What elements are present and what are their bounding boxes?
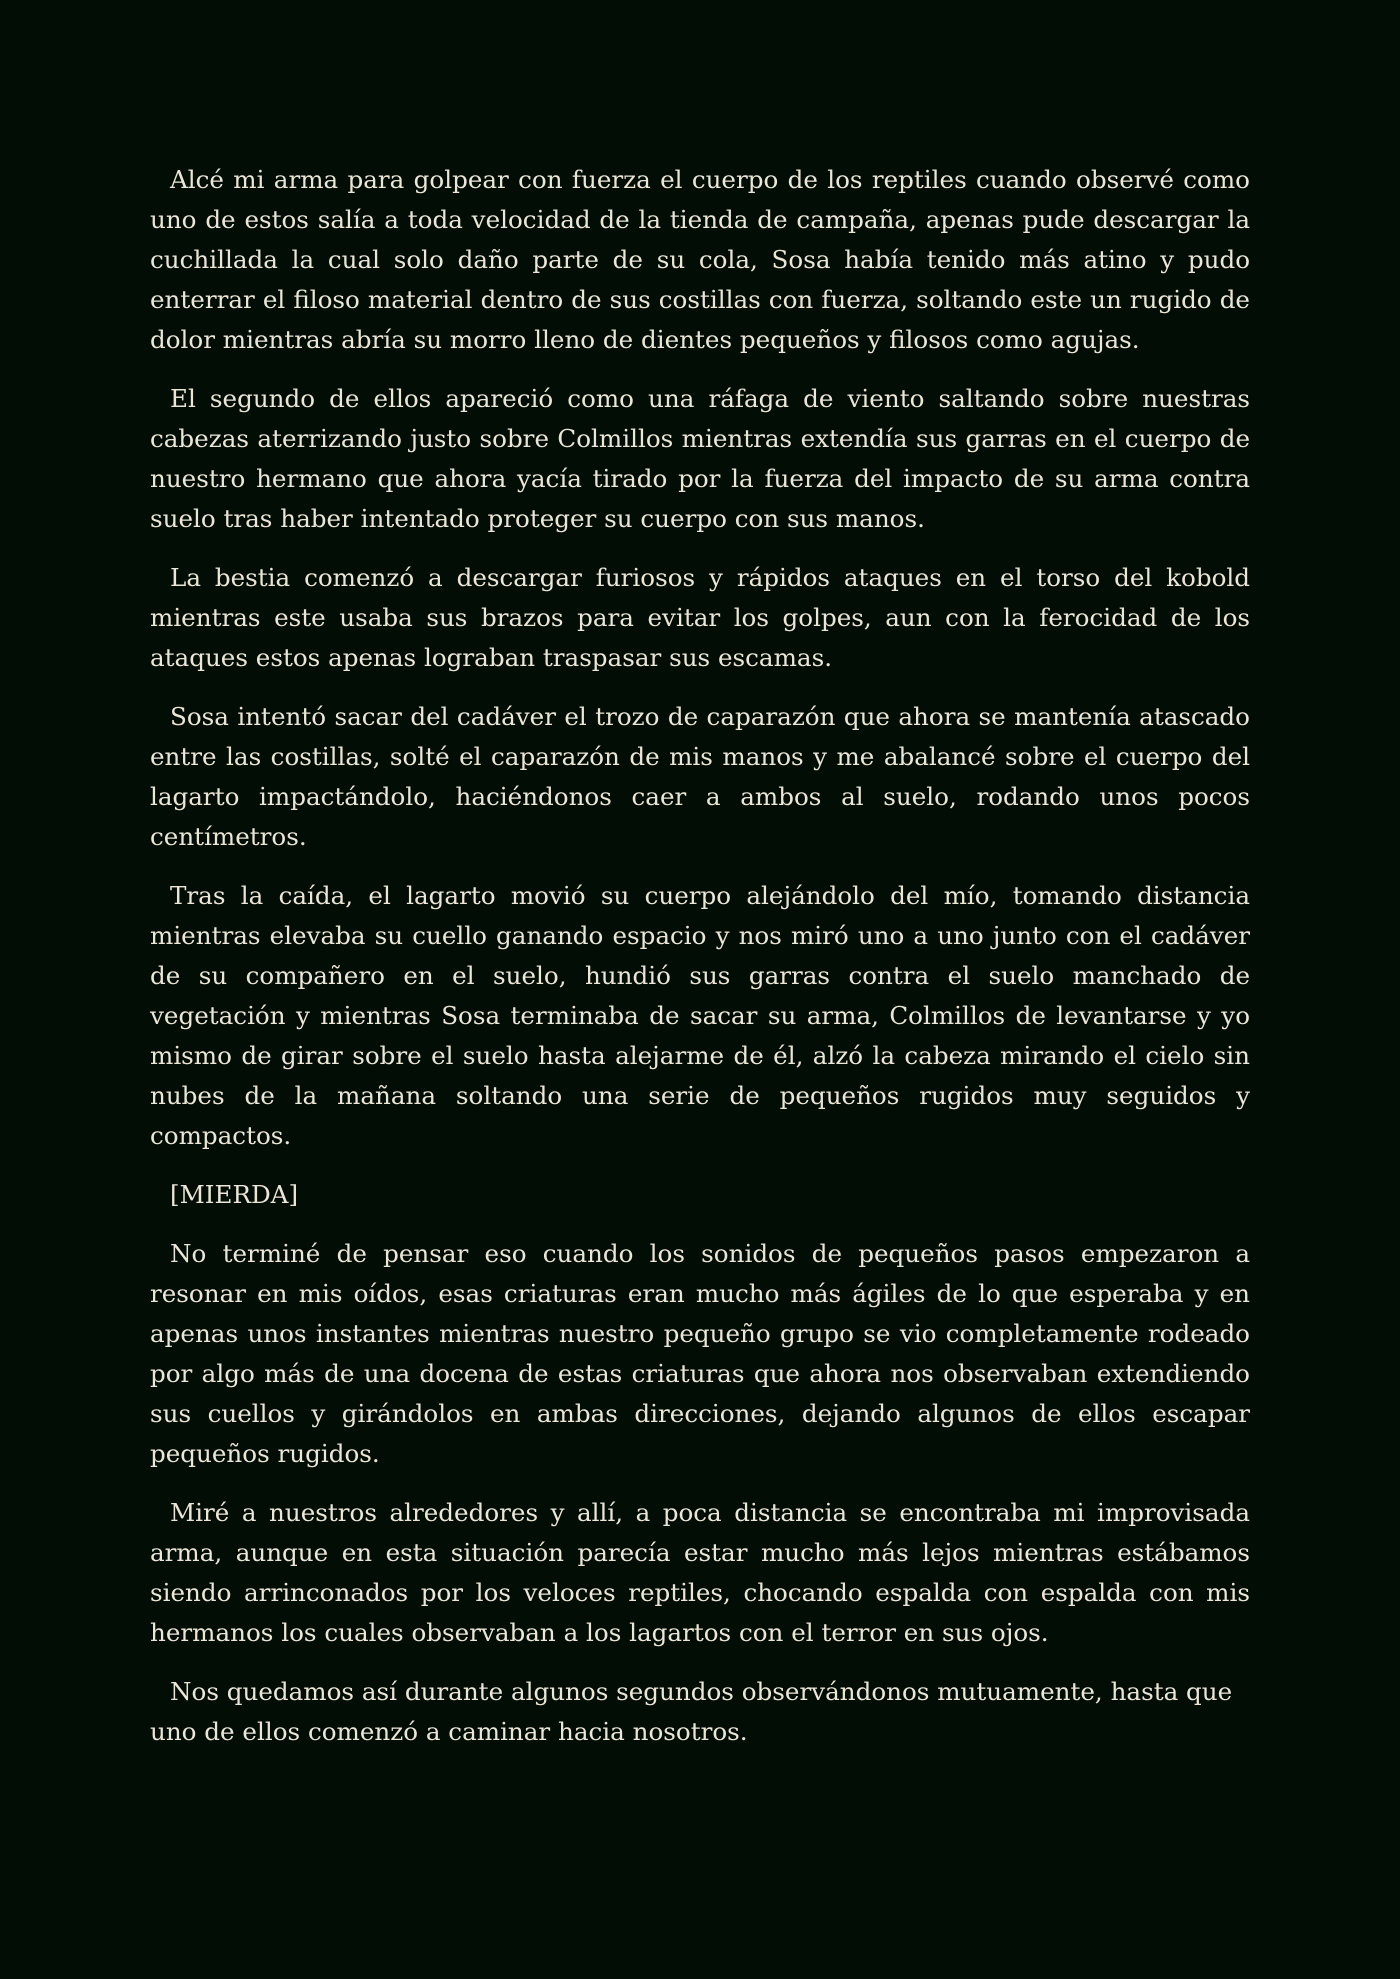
document-body — [150, 160, 1250, 1771]
paragraph: Tras la caída, el lagarto movió su cuerpo alejándolo del mío, tomando distancia mientras elevaba su cuello ganando espacio y nos miró uno a uno junto con el cadáver de su compañero en el suelo, hundió sus garras contra el suelo manchado de vegetación y mientras Sosa terminaba de sacar su arma, Colmillos de levantarse y yo mismo de girar sobre el suelo hasta alejarme de él, alzó la cabeza mirando el cielo sin nubes de la mañana soltando una serie de pequeños rugidos muy seguidos y compactos. — [150, 881, 1250, 1150]
paragraph-thought: [MIERDA] — [170, 1180, 299, 1209]
paragraph: No terminé de pensar eso cuando los sonidos de pequeños pasos empezaron a resonar en mis oídos, esas criaturas eran mucho más ágiles de lo que esperaba y en apenas unos instantes mientras nuestro pequeño grupo se vio completamente rodeado por algo más de una docena de estas criaturas que ahora nos observaban extendiendo sus cuellos y girándolos en ambas direcciones, dejando algunos de ellos escapar pequeños rugidos. — [150, 1239, 1250, 1468]
paragraph: Sosa intentó sacar del cadáver el trozo de caparazón que ahora se mantenía atascado entre las costillas, solté el caparazón de mis manos y me abalancé sobre el cuerpo del lagarto impactándolo, haciéndonos caer a ambos al suelo, rodando unos pocos centímetros. — [150, 702, 1250, 851]
paragraph: Alcé mi arma para golpear con fuerza el cuerpo de los reptiles cuando observé como uno de estos salía a toda velocidad de la tienda de campaña, apenas pude descargar la cuchillada la cual solo daño parte de su cola, Sosa había tenido más atino y pudo enterrar el filoso material dentro de sus costillas con fuerza, soltando este un rugido de dolor mientras abría su morro lleno de dientes pequeños y filosos como agujas. — [150, 165, 1250, 354]
paragraph: El segundo de ellos apareció como una ráfaga de viento saltando sobre nuestras cabezas aterrizando justo sobre Colmillos mientras extendía sus garras en el cuerpo de nuestro hermano que ahora yacía tirado por la fuerza del impacto de su arma contra suelo tras haber intentado proteger su cuerpo con sus manos. — [150, 384, 1250, 533]
paragraph: La bestia comenzó a descargar furiosos y rápidos ataques en el torso del kobold mientras este usaba sus brazos para evitar los golpes, aun con la ferocidad de los ataques estos apenas lograban traspasar sus escamas. — [150, 563, 1250, 672]
paragraph: Miré a nuestros alrededores y allí, a poca distancia se encontraba mi improvisada arma, aunque en esta situación parecía estar mucho más lejos mientras estábamos siendo arrinconados por los veloces reptiles, chocando espalda con espalda con mis hermanos los cuales observaban a los lagartos con el terror en sus ojos. — [150, 1498, 1250, 1647]
paragraph: Nos quedamos así durante algunos segundos observándonos mutuamente, hasta que uno de ellos comenzó a caminar hacia nosotros. — [150, 1677, 1233, 1746]
